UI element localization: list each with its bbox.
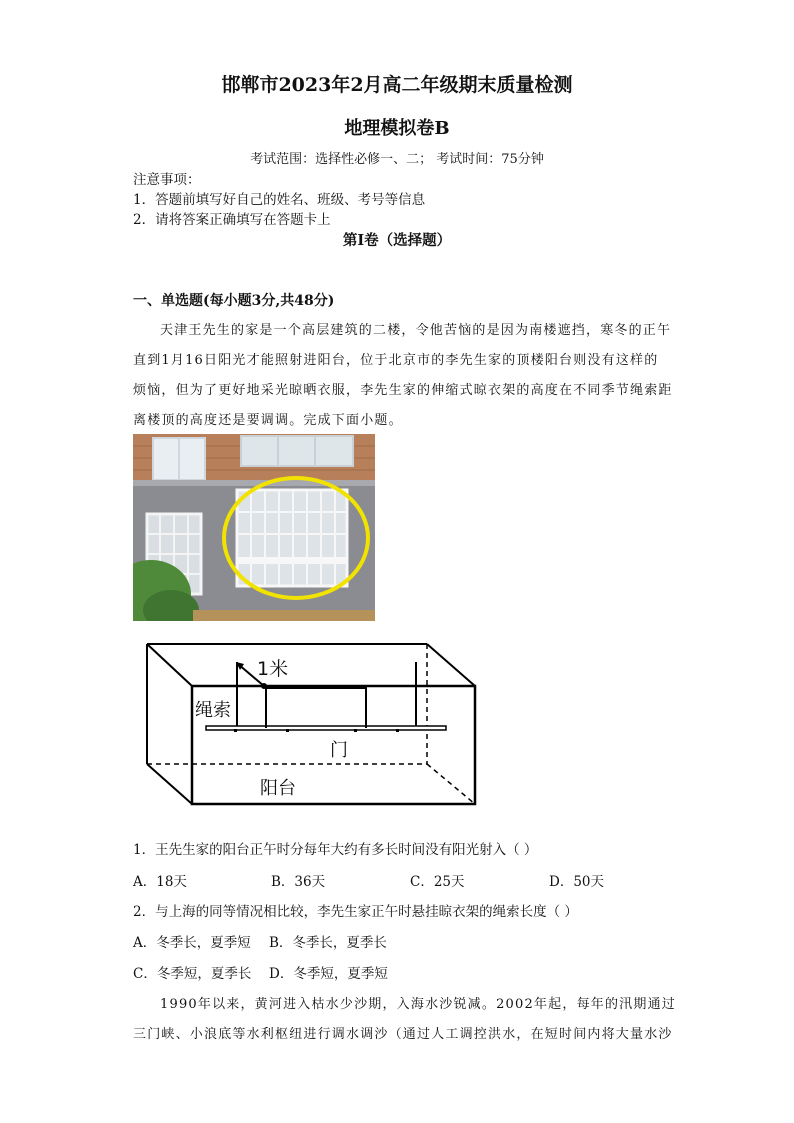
notes-item: 1．答题前填写好自己的姓名、班级、考号等信息 <box>133 192 426 208</box>
passage-line: 天津王先生的家是一个高层建筑的二楼，令他苦恼的是因为南楼遮挡，寒冬的正午 <box>160 323 672 338</box>
passage-line: 三门峡、小浪底等水利枢纽进行调水调沙（通过人工调控洪水，在短时间内将大量水沙 <box>133 1027 673 1042</box>
question-stem: 1．王先生家的阳台正午时分每年大约有多长时间没有阳光射入（ ） <box>133 842 538 858</box>
question-option: B．冬季长，夏季长 <box>269 935 387 951</box>
question-option: C．25天 <box>410 874 465 890</box>
question-option: D．冬季短，夏季短 <box>269 966 388 982</box>
question-option: B．36天 <box>271 874 326 890</box>
passage-line: 1990年以来，黄河进入枯水少沙期，入海水沙锐减。2002年起，每年的汛期通过 <box>160 997 676 1012</box>
notes-heading: 注意事项： <box>133 172 201 188</box>
notes-item: 2．请将答案正确填写在答题卡上 <box>133 212 331 228</box>
passage-line: 直到1月16日阳光才能照射进阳台，位于北京市的李先生家的顶楼阳台则没有这样的 <box>133 353 659 368</box>
page-title: 邯郸市2023年2月高二年级期末质量检测 <box>221 74 573 96</box>
question-option: A．冬季长，夏季短 <box>133 935 251 951</box>
question-option: A．18天 <box>133 874 187 890</box>
passage-line: 离楼顶的高度还是要调调。完成下面小题。 <box>133 413 403 428</box>
page-subtitle: 地理模拟卷B <box>344 118 450 139</box>
door-label: 门 <box>330 740 348 761</box>
question-option: C．冬季短，夏季长 <box>133 966 252 982</box>
balcony-diagram <box>140 640 480 808</box>
balcony-label: 阳台 <box>260 778 296 799</box>
balcony-photo <box>133 434 375 621</box>
section-title: 第I卷（选择题） <box>342 232 452 249</box>
question-stem: 2．与上海的同等情况相比较，李先生家正午时悬挂晾衣架的绳索长度（ ） <box>133 904 578 920</box>
part-heading: 一、单选题(每小题3分,共48分) <box>133 293 335 309</box>
rope-label: 绳索 <box>195 700 231 721</box>
distance-label: 1米 <box>257 658 289 680</box>
question-option: D．50天 <box>549 874 605 890</box>
passage-line: 烦恼，但为了更好地采光晾晒衣服，李先生家的伸缩式晾衣架的高度在不同季节绳索距 <box>133 383 673 398</box>
exam-info: 考试范围：选择性必修一、二； 考试时间：75分钟 <box>250 152 544 167</box>
